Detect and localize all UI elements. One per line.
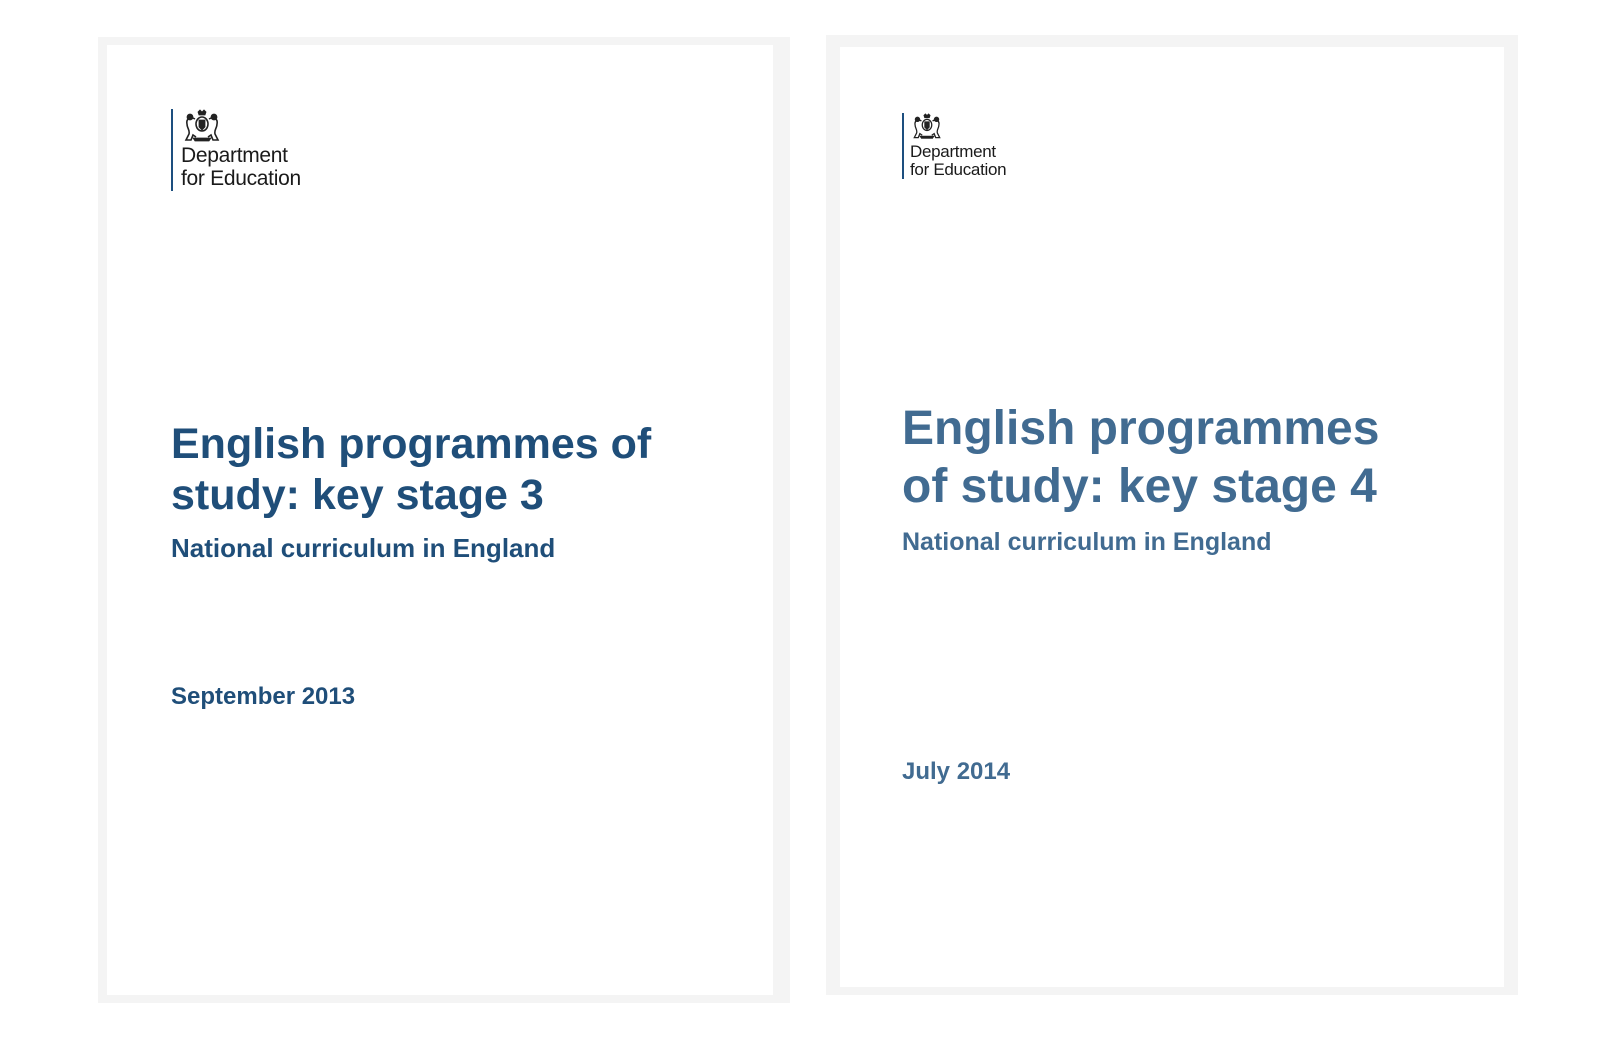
royal-coat-of-arms-icon [181, 109, 223, 143]
publisher-line-2: for Education [181, 167, 301, 190]
logo-divider [902, 113, 904, 179]
document-subtitle: National curriculum in England [171, 533, 556, 563]
logo-divider [171, 109, 173, 191]
publisher-line-1: Department [181, 144, 288, 167]
document-title [171, 419, 651, 521]
document-subtitle: National curriculum in England [902, 528, 1272, 556]
title-line-2: study: key stage 3 [171, 471, 544, 519]
dfe-logo [171, 109, 331, 191]
cover-page [840, 47, 1504, 987]
title-line-1: English programmes [902, 402, 1380, 455]
document-cover-ks4 [826, 35, 1518, 995]
title-line-1: English programmes of [171, 420, 652, 468]
document-date: July 2014 [902, 758, 1011, 785]
document-title [902, 400, 1379, 516]
document-cover-ks3 [98, 37, 790, 1003]
title-line-2: of study: key stage 4 [902, 460, 1377, 513]
publisher-line-1: Department [910, 142, 996, 161]
dfe-logo [902, 113, 1032, 179]
publisher-line-2: for Education [910, 160, 1007, 179]
royal-coat-of-arms-icon [910, 113, 944, 140]
document-date: September 2013 [171, 683, 356, 710]
cover-page [107, 45, 773, 995]
